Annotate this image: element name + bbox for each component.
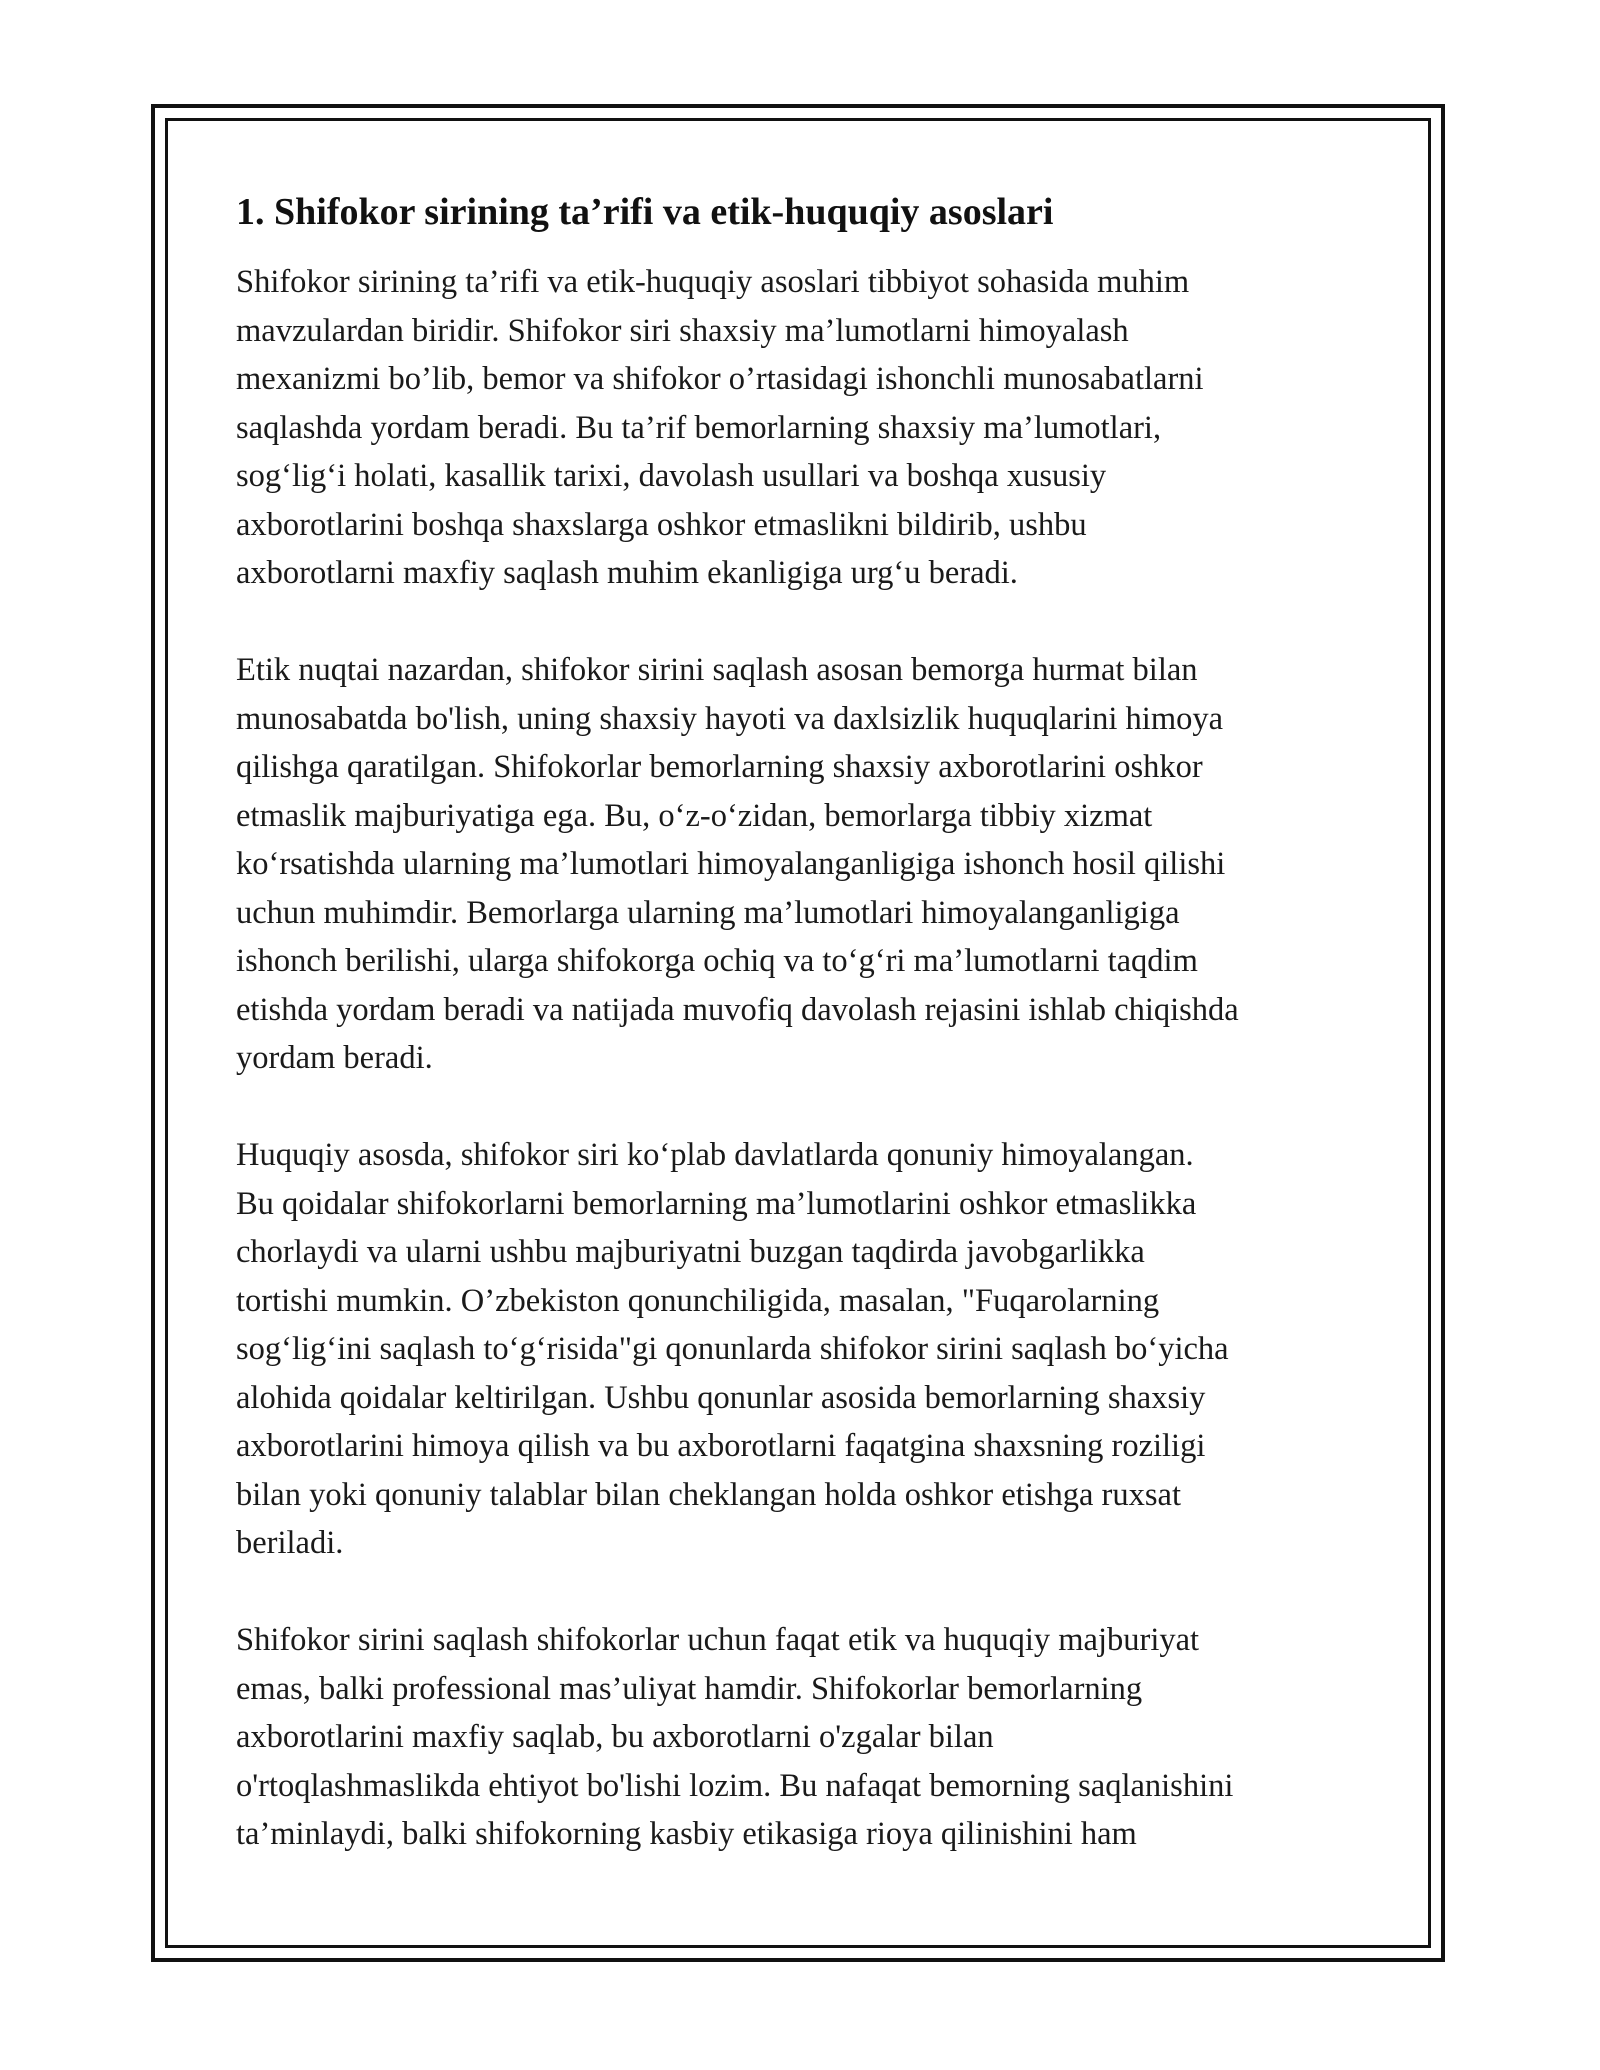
paragraph-legal bbox=[236, 1131, 1376, 1568]
text-line: axborotlarini himoya qilish va bu axborotlarni faqatgina shaxsning roziligi bbox=[236, 1428, 1206, 1464]
text-line: ko‘rsatishda ularning ma’lumotlari himoyalanganligiga ishonch hosil qilishi bbox=[236, 846, 1226, 882]
text-line: saqlashda yordam beradi. Bu ta’rif bemorlarning shaxsiy ma’lumotlari, bbox=[236, 409, 1162, 446]
text-line: emas, balki professional mas’uliyat hamdir. Shifokorlar bemorlarning bbox=[236, 1670, 1143, 1707]
text-line: tortishi mumkin. O’zbekiston qonunchiligida, masalan, "Fuqarolarning bbox=[236, 1282, 1160, 1319]
text-line: Bu qoidalar shifokorlarni bemorlarning ma’lumotlarini oshkor etmaslikka bbox=[236, 1185, 1197, 1222]
paragraph-professional bbox=[236, 1616, 1376, 1859]
text-line: axborotlarini boshqa shaxslarga oshkor etmaslikni bildirib, ushbu bbox=[236, 506, 1087, 543]
text-line: etishda yordam beradi va natijada muvofiq davolash rejasini ishlab chiqishda bbox=[236, 991, 1239, 1028]
text-line: mavzulardan biridir. Shifokor siri shaxsiy ma’lumotlarni himoyalash bbox=[236, 312, 1129, 349]
text-line: sog‘lig‘ini saqlash to‘g‘risida"gi qonunlarda shifokor sirini saqlash bo‘yicha bbox=[236, 1331, 1229, 1367]
text-line: etmaslik majburiyatiga ega. Bu, o‘z-o‘zidan, bemorlarga tibbiy xizmat bbox=[236, 797, 1153, 834]
text-line: Huquqiy asosda, shifokor siri ko‘plab davlatlarda qonuniy himoyalangan. bbox=[236, 1137, 1194, 1173]
text-line: uchun muhimdir. Bemorlarga ularning ma’lumotlari himoyalanganligiga bbox=[236, 894, 1180, 931]
text-line: ishonch berilishi, ularga shifokorga ochiq va to‘g‘ri ma’lumotlarni taqdim bbox=[236, 943, 1198, 979]
text-line: qilishga qaratilgan. Shifokorlar bemorlarning shaxsiy axborotlarini oshkor bbox=[236, 749, 1203, 785]
text-line: Etik nuqtai nazardan, shifokor sirini saqlash asosan bemorga hurmat bilan bbox=[236, 652, 1198, 688]
text-line: mexanizmi bo’lib, bemor va shifokor o’rtasidagi ishonchli munosabatlarni bbox=[236, 361, 1204, 397]
text-line: Shifokor sirini saqlash shifokorlar uchun faqat etik va huquqiy majburiyat bbox=[236, 1622, 1200, 1658]
text-line: beriladi. bbox=[236, 1525, 344, 1561]
text-line: chorlaydi va ularni ushbu majburiyatni buzgan taqdirda javobgarlikka bbox=[236, 1234, 1145, 1270]
text-line: axborotlarini maxfiy saqlab, bu axborotlarni o'zgalar bilan bbox=[236, 1719, 994, 1755]
paragraph-ethical bbox=[236, 646, 1376, 1083]
text-line: alohida qoidalar keltirilgan. Ushbu qonunlar asosida bemorlarning shaxsiy bbox=[236, 1379, 1206, 1416]
text-line: ta’minlaydi, balki shifokorning kasbiy etikasiga rioya qilinishini ham bbox=[236, 1816, 1137, 1852]
text-line: bilan yoki qonuniy talablar bilan cheklangan holda oshkor etishga ruxsat bbox=[236, 1476, 1181, 1513]
text-line: axborotlarni maxfiy saqlash muhim ekanligiga urg‘u beradi. bbox=[236, 555, 1018, 591]
text-line: yordam beradi. bbox=[236, 1040, 433, 1076]
text-line: munosabatda bo'lish, uning shaxsiy hayoti va daxlsizlik huquqlarini himoya bbox=[236, 700, 1224, 737]
text-line: Shifokor sirining ta’rifi va etik-huquqiy asoslari tibbiyot sohasida muhim bbox=[236, 264, 1190, 300]
section-heading: 1. Shifokor sirining ta’rifi va etik-huquqiy asoslari bbox=[236, 191, 1054, 233]
text-line: sog‘lig‘i holati, kasallik tarixi, davolash usullari va boshqa xususiy bbox=[236, 458, 1107, 494]
text-line: o'rtoqlashmaslikda ehtiyot bo'lishi lozim. Bu nafaqat bemorning saqlanishini bbox=[236, 1767, 1234, 1804]
paragraph-definition bbox=[236, 258, 1376, 598]
document-body bbox=[236, 188, 1376, 1907]
